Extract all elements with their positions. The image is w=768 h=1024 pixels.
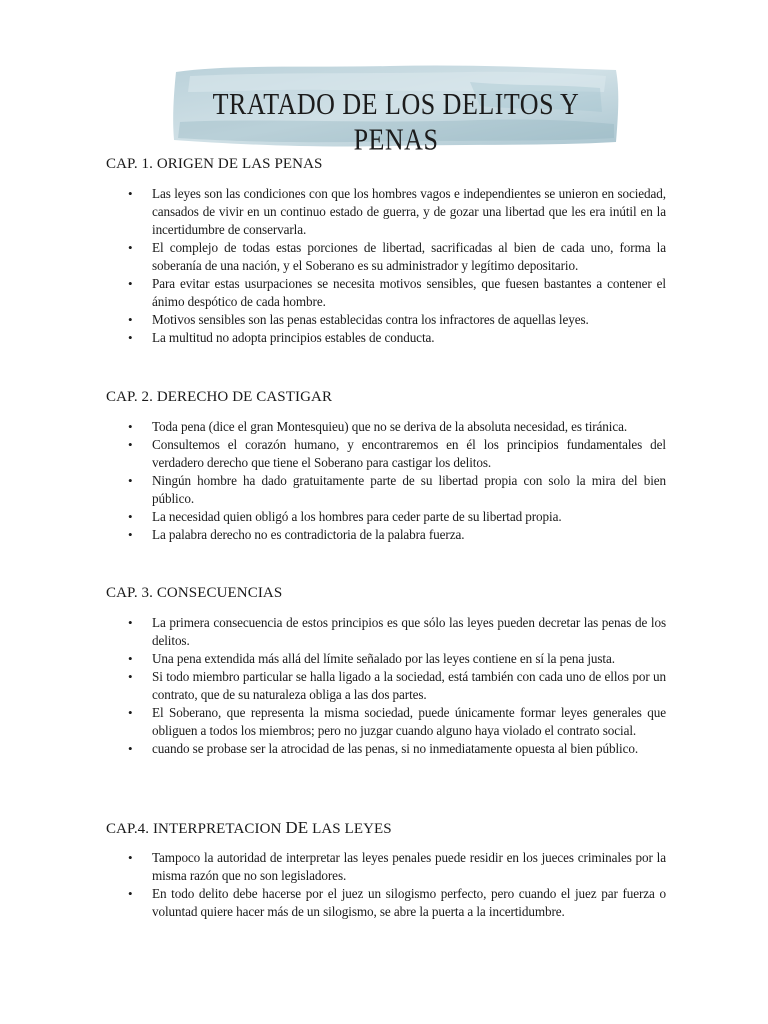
bullet-icon: • bbox=[128, 419, 133, 434]
list-item: • Para evitar estas usurpaciones se necesita motivos sensibles, que fuesen bastantes a contener el ánimo despótico de cada hombre. bbox=[128, 276, 666, 309]
bullet-icon: • bbox=[128, 509, 133, 524]
list-item: • En todo delito debe hacerse por el juez un silogismo perfecto, pero cuando el juez par fuerza o voluntad quiere hacer más de un silogismo, se abre la puerta a la incertidumbre. bbox=[128, 886, 666, 919]
bullet-icon: • bbox=[128, 473, 133, 488]
list-item: • Las leyes son las condiciones con que los hombres vagos e independientes se unieron en sociedad, cansados de vivir en un continuo estado de guerra, y de gozar una libertad que les era inútil en la incertidumbre de conservarla. bbox=[128, 186, 666, 237]
bullet-icon: • bbox=[128, 312, 133, 327]
section-cap-4 bbox=[106, 818, 666, 919]
list-item: • Motivos sensibles son las penas establecidas contra los infractores de aquellas leyes. bbox=[128, 312, 589, 327]
section-heading: CAP. 3. CONSECUENCIAS bbox=[106, 585, 283, 601]
list-item: • Si todo miembro particular se halla ligado a la sociedad, está también con cada uno de ellos por un contrato, que de su naturaleza obliga a las dos partes. bbox=[128, 669, 666, 702]
list-item: • El Soberano, que representa la misma sociedad, puede únicamente formar leyes generales que obliguen a todos los miembros; pero no juzgar cuando alguno haya violado el contrato social. bbox=[128, 705, 666, 738]
section-heading: CAP.4. INTERPRETACION DE LAS LEYES bbox=[106, 818, 392, 837]
bullet-icon: • bbox=[128, 437, 133, 452]
document-title: TRATADO DE LOS DELITOS Y PENAS bbox=[212, 87, 580, 157]
bullet-list bbox=[106, 185, 666, 347]
bullet-icon: • bbox=[128, 705, 133, 720]
section-heading: CAP. 1. ORIGEN DE LAS PENAS bbox=[106, 156, 323, 172]
list-item: • Toda pena (dice el gran Montesquieu) que no se deriva de la absoluta necesidad, es tiránica. bbox=[128, 419, 628, 434]
bullet-icon: • bbox=[128, 850, 133, 865]
list-item: • Consultemos el corazón humano, y encontraremos en él los principios fundamentales del verdadero derecho que tiene el Soberano para castigar los delitos. bbox=[128, 437, 666, 470]
bullet-icon: • bbox=[128, 886, 133, 901]
bullet-list bbox=[106, 849, 666, 921]
bullet-icon: • bbox=[128, 276, 133, 291]
list-item: • La primera consecuencia de estos principios es que sólo las leyes pueden decretar las penas de los delitos. bbox=[128, 615, 666, 648]
list-item: • La necesidad quien obligó a los hombres para ceder parte de su libertad propia. bbox=[128, 509, 562, 524]
bullet-icon: • bbox=[128, 651, 133, 666]
bullet-icon: • bbox=[128, 330, 133, 345]
list-item: • La multitud no adopta principios estables de conducta. bbox=[128, 330, 435, 345]
list-item: • Tampoco la autoridad de interpretar las leyes penales puede residir en los jueces criminales por la misma razón que no son legisladores. bbox=[128, 850, 666, 883]
list-item: • Ningún hombre ha dado gratuitamente parte de su libertad propia con solo la mira del bien público. bbox=[128, 473, 666, 506]
list-item: • Una pena extendida más allá del límite señalado por las leyes contiene en sí la pena justa. bbox=[128, 651, 615, 666]
title-banner bbox=[170, 62, 622, 157]
bullet-icon: • bbox=[128, 240, 133, 255]
section-cap-1 bbox=[106, 155, 666, 345]
list-item: • La palabra derecho no es contradictoria de la palabra fuerza. bbox=[128, 527, 465, 542]
bullet-list bbox=[106, 418, 666, 544]
bullet-icon: • bbox=[128, 669, 133, 684]
bullet-icon: • bbox=[128, 186, 133, 201]
section-cap-2 bbox=[106, 388, 666, 542]
bullet-list bbox=[106, 614, 666, 758]
bullet-icon: • bbox=[128, 741, 133, 756]
bullet-icon: • bbox=[128, 615, 133, 630]
bullet-icon: • bbox=[128, 527, 133, 542]
section-heading: CAP. 2. DERECHO DE CASTIGAR bbox=[106, 389, 333, 405]
section-cap-3 bbox=[106, 584, 666, 756]
list-item: • cuando se probase ser la atrocidad de las penas, si no inmediatamente opuesta al bien público. bbox=[128, 741, 639, 756]
list-item: • El complejo de todas estas porciones de libertad, sacrificadas al bien de cada uno, forma la soberanía de una nación, y el Soberano es su administrador y legítimo depositario. bbox=[128, 240, 666, 273]
